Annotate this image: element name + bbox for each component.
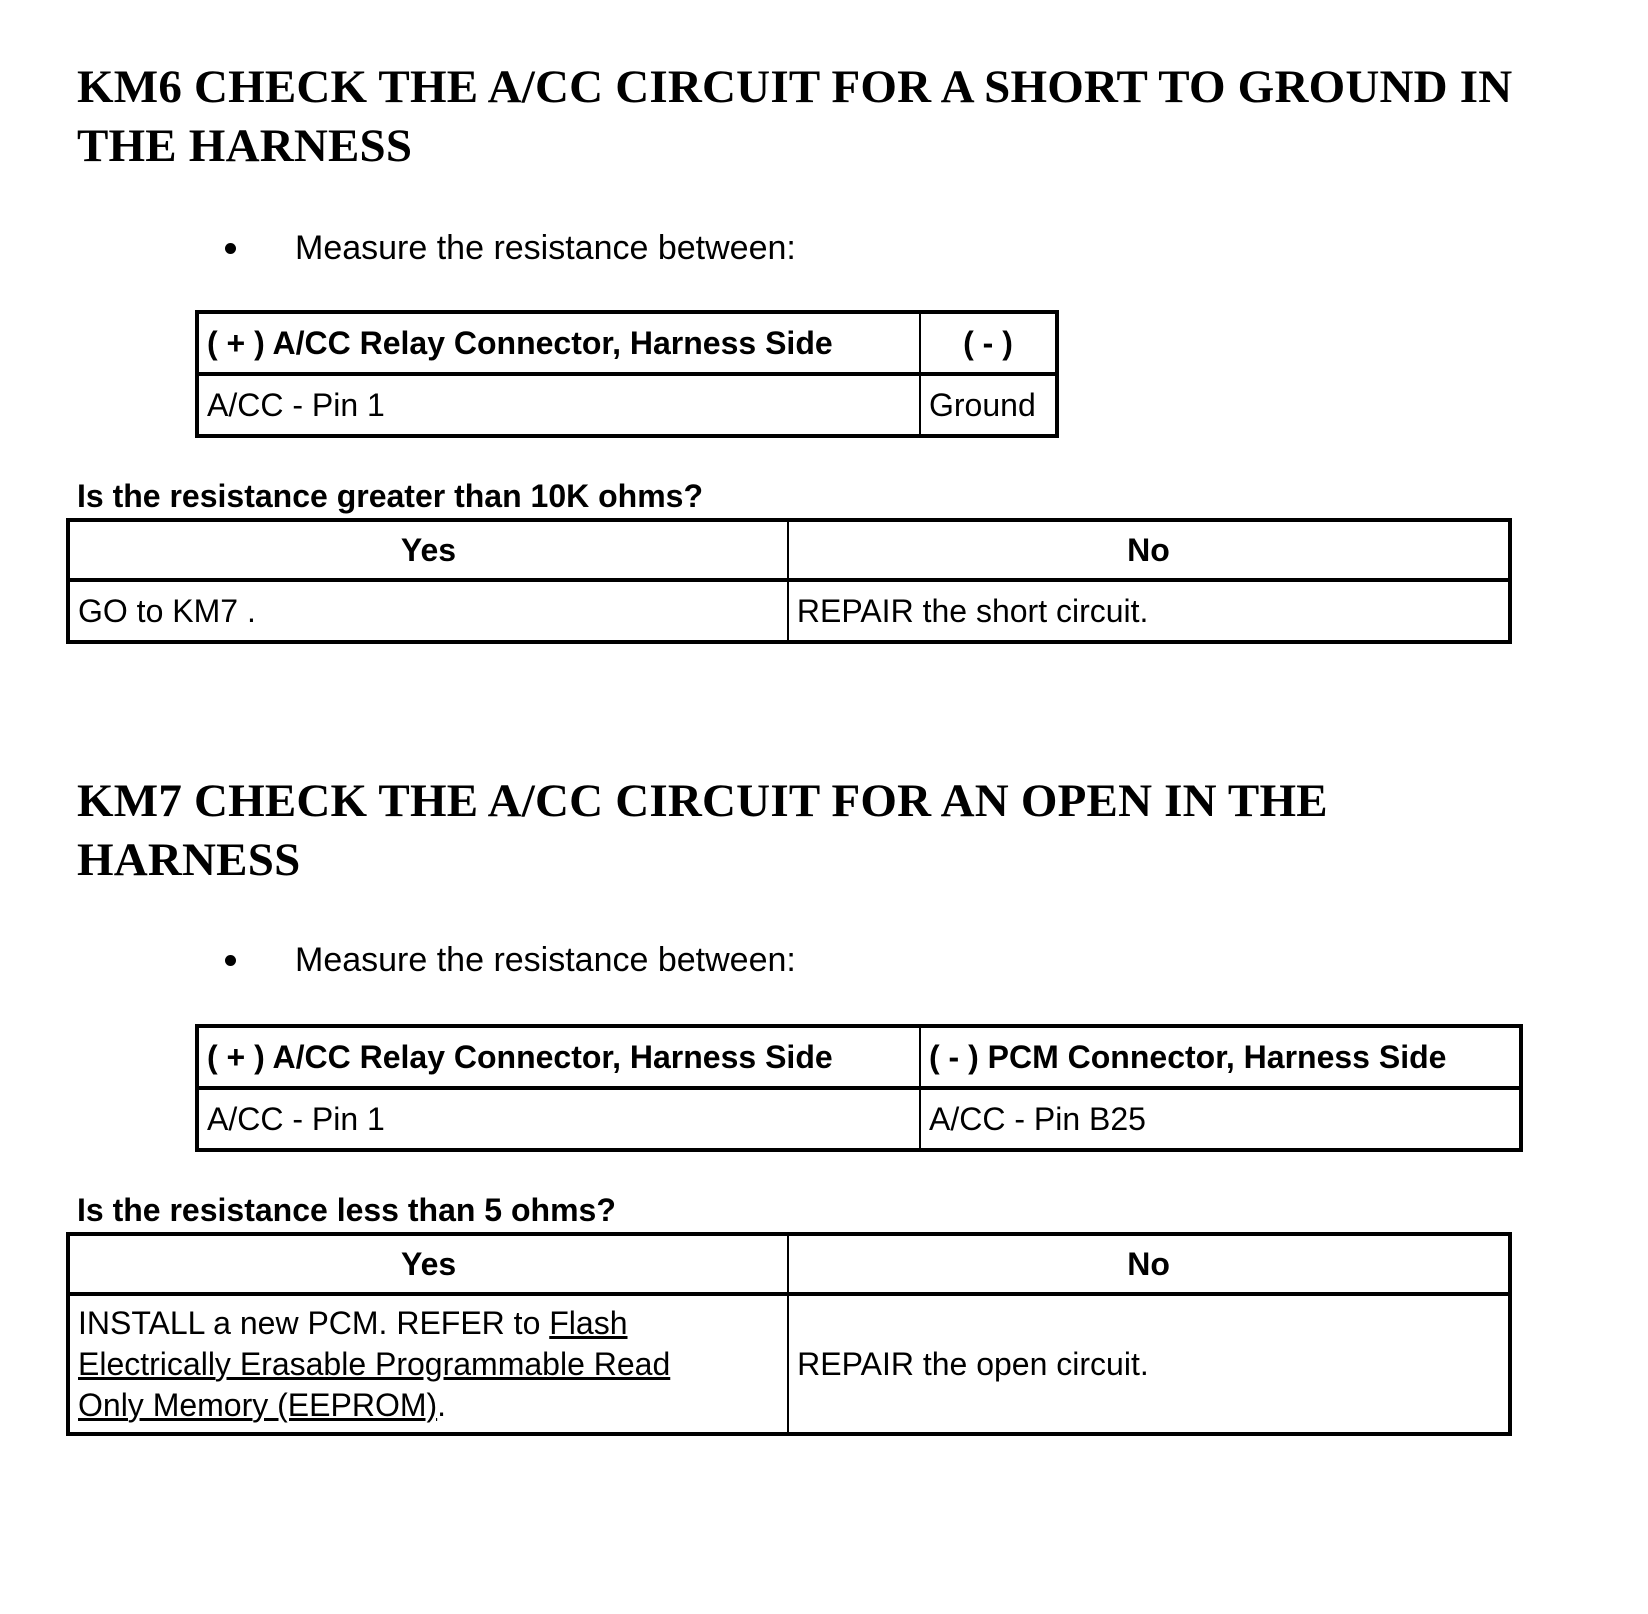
km7-heading-line2: HARNESS [77,834,301,886]
table-row [68,580,1510,642]
km6-measure-table [195,310,1059,438]
km6-heading [77,58,1637,176]
km7-measure-header-plus: ( + ) A/CC Relay Connector, Harness Side [197,1026,920,1088]
table-header-row [197,1026,1521,1088]
table-header-row [68,520,1510,580]
table-header-row [68,1234,1510,1294]
km6-measure-header-plus: ( + ) A/CC Relay Connector, Harness Side [197,312,920,374]
km6-heading-line2: THE HARNESS [77,120,413,172]
km6-answer-header-no: No [788,520,1510,580]
km7-answer-header-no: No [788,1234,1510,1294]
bullet-icon [225,243,236,254]
table-row [68,1294,1510,1434]
km7-heading [77,772,1637,890]
eeprom-link-part2[interactable]: Electrically Erasable Programmable Read [78,1345,671,1382]
km7-answer-yes-prefix: INSTALL a new PCM. REFER to [78,1304,550,1341]
km6-answer-table [66,518,1512,644]
km7-heading-line1: KM7 CHECK THE A/CC CIRCUIT FOR AN OPEN IN THE [77,775,1328,827]
km6-answer-yes: GO to KM7 . [68,580,788,642]
km7-bullet-text: Measure the resistance between: [295,941,796,979]
km6-answer-no: REPAIR the short circuit. [788,580,1510,642]
km7-question: Is the resistance less than 5 ohms? [77,1192,616,1228]
km7-answer-yes [68,1294,788,1434]
table-row [197,1088,1521,1150]
km6-heading-line1: KM6 CHECK THE A/CC CIRCUIT FOR A SHORT TO GROUND IN [77,61,1513,113]
km6-measure-cell-minus: Ground [920,374,1057,436]
km6-question: Is the resistance greater than 10K ohms? [77,478,703,514]
km7-answer-table [66,1232,1512,1436]
km7-measure-cell-plus: A/CC - Pin 1 [197,1088,920,1150]
km6-measure-header-minus: ( - ) [920,312,1057,374]
km7-measure-table [195,1024,1523,1152]
km6-answer-header-yes: Yes [68,520,788,580]
eeprom-link-part1[interactable]: Flash [549,1304,628,1341]
km7-measure-cell-minus: A/CC - Pin B25 [920,1088,1521,1150]
km6-measure-cell-plus: A/CC - Pin 1 [197,374,920,436]
km6-bullet-text: Measure the resistance between: [295,229,796,267]
eeprom-link-part3[interactable]: Only Memory (EEPROM) [78,1386,438,1423]
table-row [197,374,1057,436]
km7-answer-no: REPAIR the open circuit. [788,1294,1510,1434]
table-header-row [197,312,1057,374]
km7-answer-header-yes: Yes [68,1234,788,1294]
bullet-icon [225,955,236,966]
km7-measure-header-minus: ( - ) PCM Connector, Harness Side [920,1026,1521,1088]
km7-answer-yes-suffix: . [437,1386,447,1423]
